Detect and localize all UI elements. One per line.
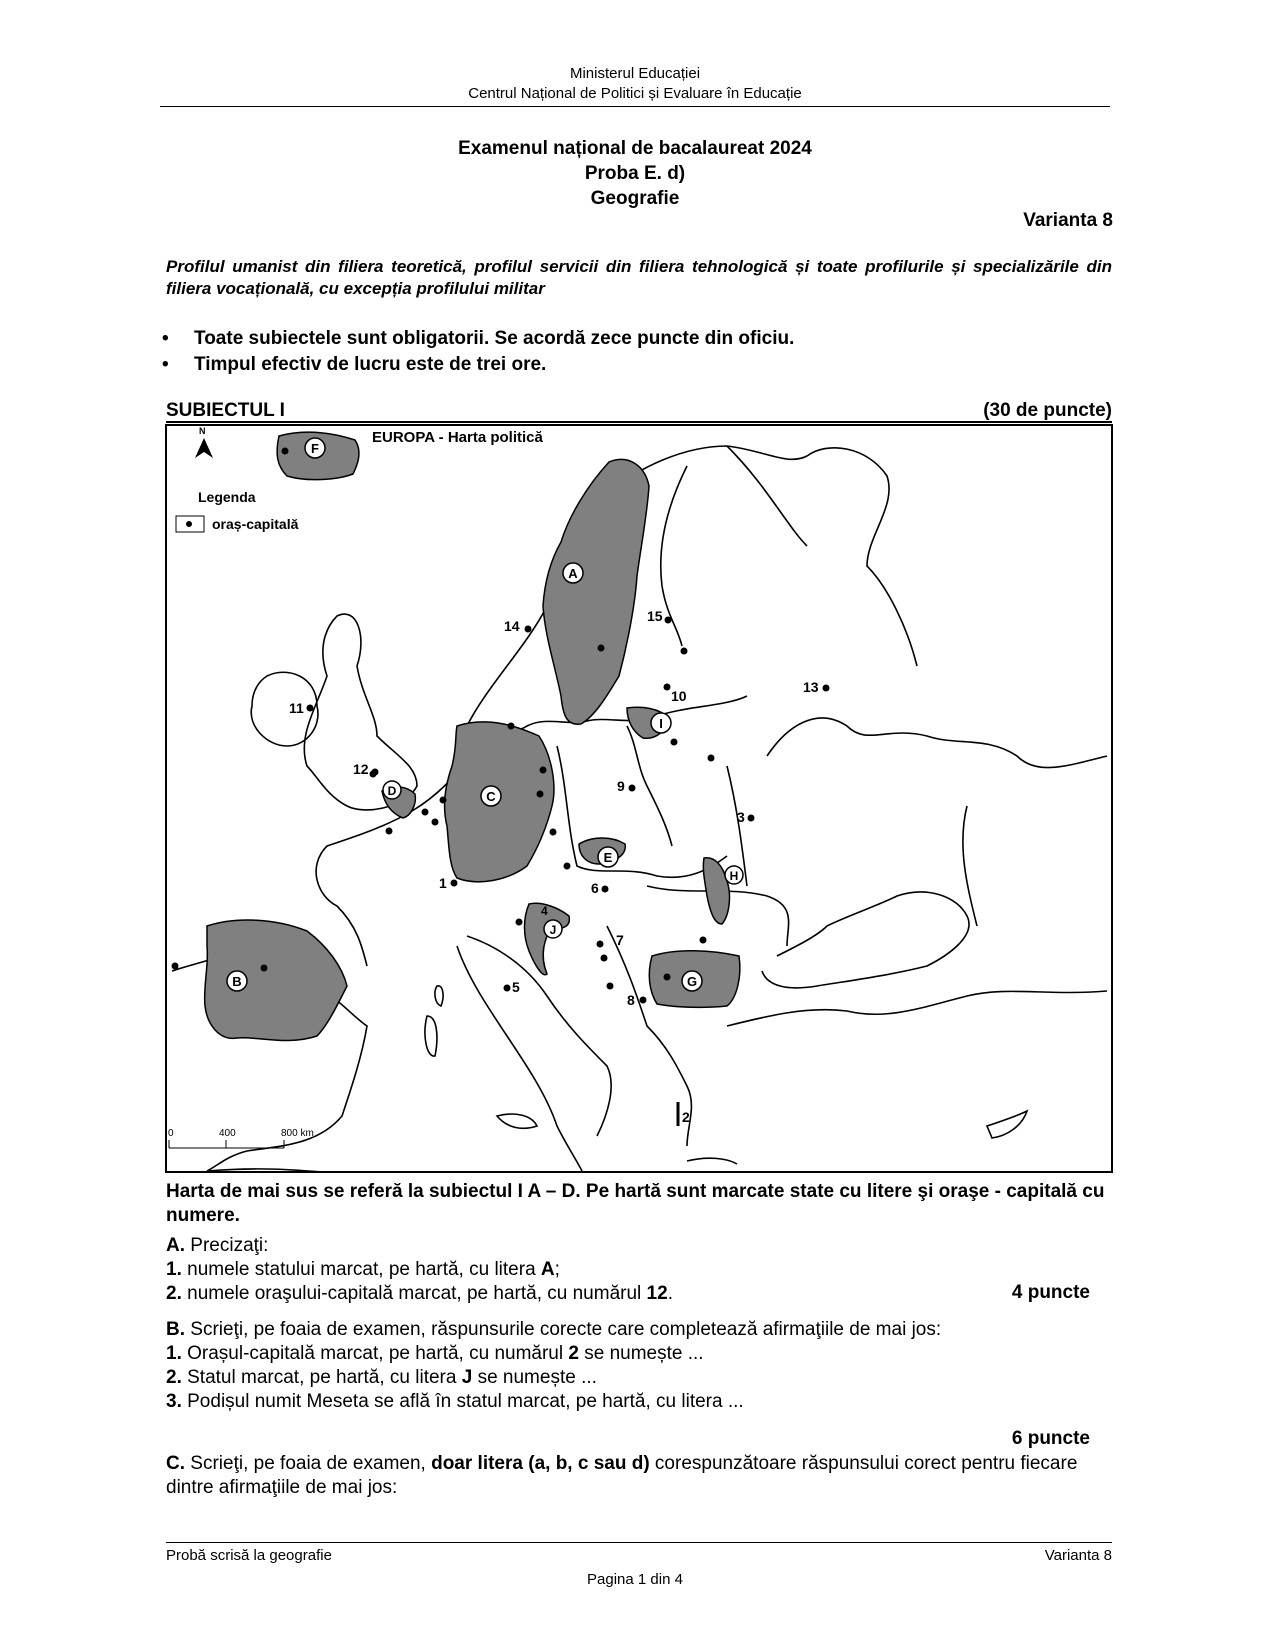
header-divider bbox=[160, 106, 1110, 107]
island-crete bbox=[687, 1158, 737, 1164]
north-label: N bbox=[199, 426, 206, 436]
island-sardinia bbox=[425, 1016, 437, 1056]
svg-text:C: C bbox=[486, 789, 496, 804]
europe-political-map bbox=[165, 424, 1113, 1173]
capital-dot bbox=[607, 983, 614, 990]
coast-france bbox=[316, 811, 412, 966]
capital-dot bbox=[525, 626, 532, 633]
svg-text:G: G bbox=[686, 974, 698, 989]
scale-label-400: 400 bbox=[219, 1128, 236, 1139]
capital-dot bbox=[516, 919, 523, 926]
capital-9: 9 bbox=[617, 778, 625, 794]
capital-10: 10 bbox=[671, 688, 687, 704]
subject-label: SUBIECTUL I bbox=[166, 400, 285, 421]
coast-turkey bbox=[727, 991, 1107, 1026]
map-title: EUROPA - Harta politică bbox=[372, 429, 543, 446]
border-russia-north bbox=[727, 446, 807, 546]
subject-heading bbox=[166, 400, 1112, 422]
island-sicily bbox=[497, 1114, 537, 1128]
state-label-I bbox=[651, 713, 671, 733]
coast-norway bbox=[467, 446, 917, 726]
svg-text:I: I bbox=[659, 716, 663, 731]
state-label-G bbox=[682, 971, 702, 991]
capital-13: 13 bbox=[803, 679, 819, 695]
capital-dot bbox=[597, 941, 604, 948]
instruction-item: • Toate subiectele sunt obligatorii. Se acordă zece puncte din oficiu. bbox=[160, 326, 794, 352]
bullet-icon: • bbox=[162, 328, 169, 349]
north-arrow-icon bbox=[195, 426, 213, 458]
coast-britain bbox=[304, 614, 417, 810]
section-b-points: 6 puncte bbox=[1011, 1428, 1090, 1449]
exam-variant: Varianta 8 bbox=[1023, 210, 1113, 231]
svg-text:F: F bbox=[311, 441, 319, 456]
border-poland bbox=[557, 746, 727, 877]
section-b-item: 3. Podișul numit Meseta se află în statul marcat, pe hartă, cu litera ... bbox=[166, 1391, 744, 1412]
capital-dot bbox=[540, 767, 547, 774]
section-b-item: 2. Statul marcat, pe hartă, cu litera J se numește ... bbox=[166, 1367, 597, 1388]
state-label-F bbox=[305, 438, 325, 458]
exam-title: Examenul național de bacalaureat 2024 bbox=[458, 138, 812, 159]
capital-dot bbox=[508, 723, 515, 730]
capital-dot bbox=[708, 755, 715, 762]
capital-3: 3 bbox=[737, 809, 745, 825]
capital-4: 4 bbox=[541, 904, 548, 918]
subject-points: (30 de puncte) bbox=[983, 400, 1112, 421]
header-ministry: Ministerul Educației bbox=[569, 65, 701, 82]
capital-14: 14 bbox=[504, 618, 520, 634]
section-b-label: B. bbox=[166, 1319, 185, 1340]
capital-12: 12 bbox=[353, 761, 369, 777]
section-b-item: 1. Orașul-capitală marcat, pe hartă, cu numărul 2 se numește ... bbox=[166, 1343, 704, 1364]
map-svg bbox=[167, 426, 1113, 1173]
profile-text: Profilul umanist din filiera teoretică, profilul servicii din filiera tehnologică și toate profilurile și specializările din filiera vocațională, cu excepția profilului militar bbox=[166, 257, 1112, 298]
map-caption: Harta de mai sus se referă la subiectul I A – D. Pe hartă sunt marcate state cu litere şi oraşe - capitală cu numere. bbox=[166, 1181, 1105, 1226]
svg-text:E: E bbox=[603, 850, 613, 865]
border-russia-east bbox=[963, 806, 977, 926]
capital-dot bbox=[172, 963, 179, 970]
capital-dot bbox=[386, 828, 393, 835]
section-a-points: 4 puncte bbox=[1011, 1282, 1090, 1303]
state-B-shape bbox=[205, 920, 347, 1041]
capital-dot bbox=[440, 797, 447, 804]
capital-dot bbox=[598, 645, 605, 652]
island-corsica bbox=[435, 986, 443, 1006]
legend-item: oraș-capitală bbox=[212, 516, 299, 532]
state-A-shape bbox=[543, 459, 649, 724]
island-cyprus bbox=[987, 1111, 1027, 1138]
capital-15: 15 bbox=[647, 608, 663, 624]
section-a-label: A. bbox=[166, 1235, 185, 1256]
capital-dot bbox=[307, 705, 314, 712]
state-label-H bbox=[725, 866, 743, 884]
capital-7: 7 bbox=[616, 932, 624, 948]
legend-capital-dot-icon bbox=[186, 521, 192, 527]
border-eastern bbox=[767, 718, 1107, 768]
capital-dot bbox=[564, 863, 571, 870]
capital-dot bbox=[700, 937, 707, 944]
capital-dot bbox=[671, 739, 678, 746]
coast-africa bbox=[207, 1169, 347, 1173]
svg-text:B: B bbox=[232, 974, 242, 989]
footer-divider bbox=[166, 1542, 1112, 1543]
section-c-label: C. bbox=[166, 1453, 185, 1474]
capital-6: 6 bbox=[591, 880, 599, 896]
capital-dot bbox=[261, 965, 268, 972]
footer-left: Probă scrisă la geografie bbox=[166, 1547, 332, 1564]
section-a-item: 2. numele oraşului-capitală marcat, pe hartă, cu numărul 12. bbox=[166, 1283, 673, 1304]
svg-text:H: H bbox=[729, 869, 739, 883]
capital-dot bbox=[422, 809, 429, 816]
exam-subject: Geografie bbox=[590, 188, 680, 209]
svg-text:D: D bbox=[387, 784, 397, 798]
subject-underline bbox=[166, 421, 1112, 423]
instruction-item: • Timpul efectiv de lucru este de trei ore. bbox=[160, 352, 794, 378]
capital-dot bbox=[432, 819, 439, 826]
footer-right: Varianta 8 bbox=[1044, 1547, 1112, 1564]
state-label-D bbox=[383, 781, 401, 799]
capital-2: 2 bbox=[682, 1109, 690, 1125]
section-c: C. Scrieţi, pe foaia de examen, doar litera (a, b, c sau d) corespunzătoare răspunsului corect pentru fiecare dintre afirmaţiile de mai jos: bbox=[166, 1453, 1078, 1498]
instructions-list bbox=[160, 326, 794, 378]
svg-text:J: J bbox=[549, 923, 557, 937]
capital-dot bbox=[681, 648, 688, 655]
section-a: A. Precizaţi: 1. numele statului marcat, pe hartă, cu litera A; 2. numele oraşului-capitală marcat, pe hartă, cu numărul 12. bbox=[166, 1234, 1112, 1306]
state-label-A bbox=[563, 563, 583, 583]
scale-label-800: 800 km bbox=[281, 1128, 314, 1139]
section-b: B. Scrieţi, pe foaia de examen, răspunsurile corecte care completează afirmaţiile de mai jos: 1. Orașul-capitală marcat, pe hartă, cu numărul 2 se numește ... 2. Statul marcat, pe hartă, cu litera J se numește ... 3. Podișul numit Meseta se află în statul marcat, pe hartă, cu litera ... bbox=[166, 1318, 1112, 1414]
capital-8: 8 bbox=[627, 992, 635, 1008]
capital-1: 1 bbox=[439, 875, 447, 891]
state-label-J bbox=[544, 920, 562, 938]
scale-bar bbox=[168, 1128, 314, 1148]
capital-5: 5 bbox=[512, 979, 520, 995]
page-number: Pagina 1 din 4 bbox=[587, 1571, 683, 1588]
capital-dot bbox=[601, 955, 608, 962]
svg-text:A: A bbox=[568, 566, 578, 581]
exam-title-block bbox=[160, 136, 1110, 211]
header-center: Centrul Național de Politici și Evaluare în Educație bbox=[468, 85, 802, 102]
capital-dot bbox=[550, 829, 557, 836]
capital-11: 11 bbox=[289, 700, 304, 716]
capital-dot bbox=[664, 974, 671, 981]
exam-test: Proba E. d) bbox=[584, 163, 686, 184]
bullet-icon: • bbox=[162, 354, 169, 375]
capital-dot bbox=[664, 684, 671, 691]
legend-title: Legenda bbox=[198, 489, 256, 505]
coast-black-sea bbox=[762, 892, 969, 988]
capital-dot bbox=[537, 791, 544, 798]
state-H-shape bbox=[703, 858, 729, 924]
footer bbox=[166, 1547, 1112, 1564]
section-a-item: 1. numele statului marcat, pe hartă, cu litera A; bbox=[166, 1259, 560, 1280]
state-label-B bbox=[227, 971, 247, 991]
capital-dot bbox=[282, 448, 289, 455]
state-label-E bbox=[598, 847, 618, 867]
state-label-C bbox=[481, 786, 501, 806]
scale-label-0: 0 bbox=[168, 1128, 174, 1139]
